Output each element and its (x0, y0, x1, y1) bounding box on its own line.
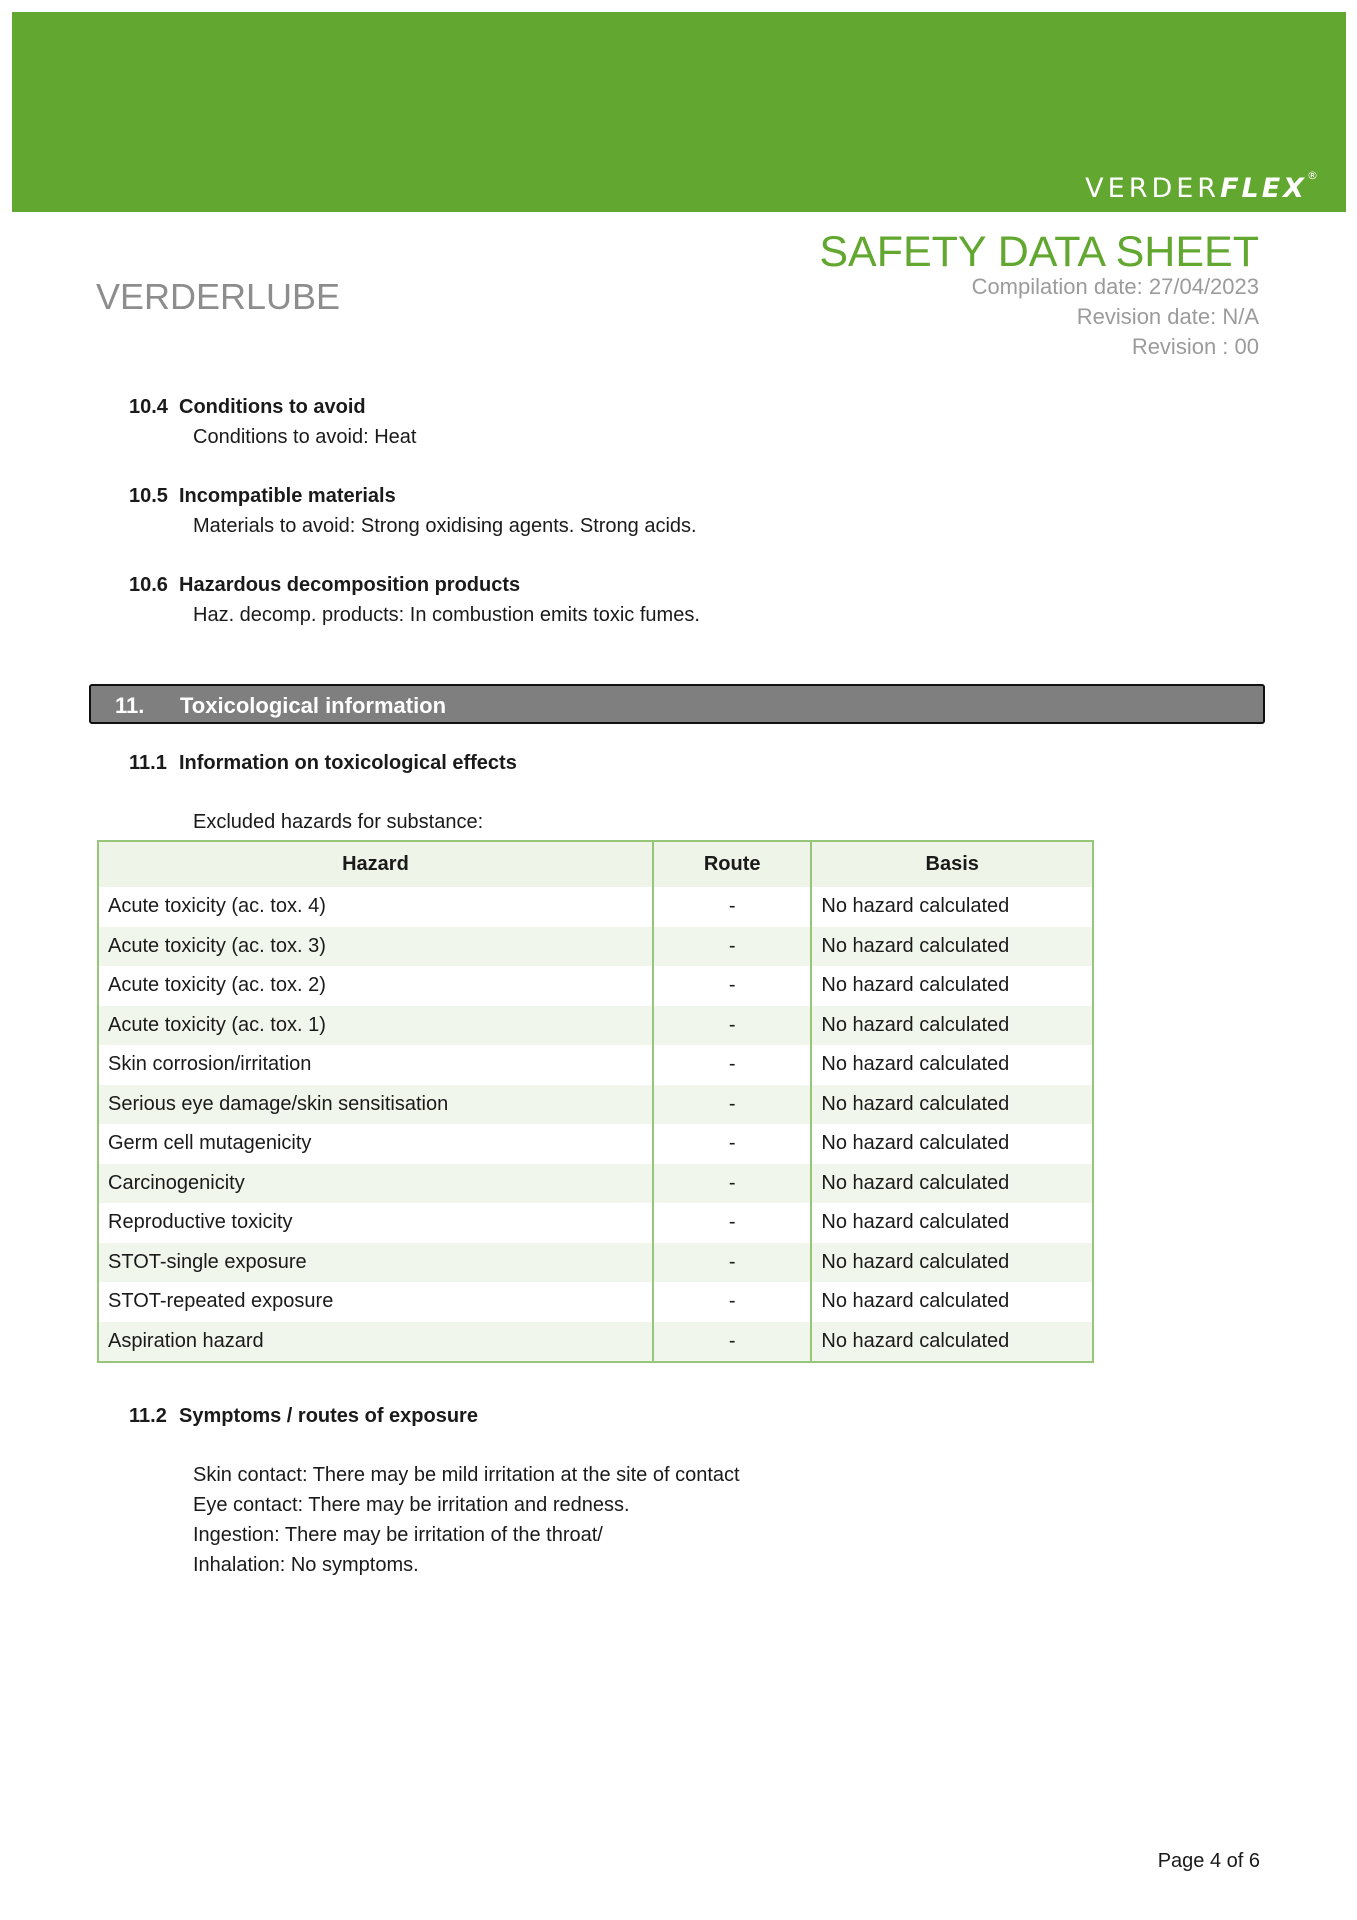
table-row (98, 1203, 1093, 1243)
compilation-date: Compilation date: 27/04/2023 (971, 274, 1259, 299)
symptom-eye-contact: Eye contact: There may be irritation and redness. (193, 1494, 630, 1516)
column-header-route: Route (653, 841, 811, 887)
basis-cell: No hazard calculated (811, 1243, 1093, 1283)
product-name: VERDERLUBE (96, 276, 341, 317)
hazard-cell: Aspiration hazard (98, 1322, 653, 1363)
basis-cell: No hazard calculated (811, 966, 1093, 1006)
table-row (98, 1243, 1093, 1283)
section-number: 11. (115, 693, 145, 718)
hazard-cell: Carcinogenicity (98, 1164, 653, 1204)
logo-part-1: VERDER (1085, 173, 1221, 204)
route-cell: - (653, 1282, 811, 1322)
hazards-table (97, 840, 1094, 1363)
hazard-cell: Skin corrosion/irritation (108, 1053, 312, 1076)
section-title: Conditions to avoid (179, 396, 366, 418)
basis-cell: No hazard calculated (811, 1203, 1093, 1243)
hazard-cell: Serious eye damage/skin sensitisation (98, 1085, 653, 1125)
logo-part-2: FLEX (1220, 173, 1307, 204)
verderflex-logo (1085, 169, 1318, 204)
section-11-2-heading (129, 1405, 478, 1428)
route-cell: - (653, 1045, 811, 1085)
basis-cell: No hazard calculated (811, 927, 1093, 967)
basis-cell: No hazard calculated (811, 1124, 1093, 1164)
section-10-6-heading (129, 574, 520, 597)
route-cell: - (653, 927, 811, 967)
basis-cell: No hazard calculated (811, 887, 1093, 927)
table-row (98, 1322, 1093, 1363)
hazard-cell: Acute toxicity (ac. tox. 3) (98, 927, 653, 967)
section-11-1-heading (129, 752, 517, 775)
section-10-4-text: Conditions to avoid: Heat (193, 426, 417, 448)
section-title: Symptoms / routes of exposure (179, 1405, 478, 1427)
section-title: Toxicological information (180, 693, 447, 718)
hazard-cell: STOT-repeated exposure (108, 1290, 334, 1313)
section-title: Information on toxicological effects (179, 752, 517, 774)
table-row (98, 1164, 1093, 1204)
symptom-inhalation: Inhalation: No symptoms. (193, 1554, 419, 1576)
section-number: 11.2 (129, 1405, 167, 1427)
table-row (98, 1045, 1093, 1085)
column-header-basis: Basis (811, 841, 1093, 887)
excluded-hazards-intro: Excluded hazards for substance: (193, 811, 484, 833)
hazard-cell: Acute toxicity (ac. tox. 4) (108, 895, 326, 918)
hazard-cell: Acute toxicity (ac. tox. 2) (108, 974, 326, 997)
section-10-6-text: Haz. decomp. products: In combustion emits toxic fumes. (193, 604, 700, 626)
section-11-header-bar (89, 684, 1265, 724)
section-10-5-heading (129, 485, 396, 508)
registered-mark: ® (1307, 169, 1318, 182)
symptom-ingestion: Ingestion: There may be irritation of the throat/ (193, 1524, 603, 1546)
document-title: SAFETY DATA SHEET (819, 228, 1259, 276)
section-title: Incompatible materials (179, 485, 396, 507)
table-row (98, 927, 1093, 967)
basis-cell: No hazard calculated (811, 1006, 1093, 1046)
column-header-hazard: Hazard (98, 841, 653, 887)
table-row (98, 1124, 1093, 1164)
route-cell: - (653, 1243, 811, 1283)
basis-cell: No hazard calculated (811, 1164, 1093, 1204)
table-row (98, 1282, 1093, 1322)
route-cell: - (653, 1203, 811, 1243)
hazard-cell: STOT-single exposure (98, 1243, 653, 1283)
basis-cell: No hazard calculated (811, 1322, 1093, 1363)
revision-number: Revision : 00 (1131, 334, 1259, 359)
hazard-cell: Reproductive toxicity (108, 1211, 293, 1234)
section-number: 10.4 (129, 396, 168, 418)
table-row (98, 966, 1093, 1006)
route-cell: - (653, 966, 811, 1006)
basis-cell: No hazard calculated (811, 1282, 1093, 1322)
hazard-cell: Germ cell mutagenicity (108, 1132, 312, 1155)
basis-cell: No hazard calculated (811, 1045, 1093, 1085)
route-cell: - (653, 1164, 811, 1204)
basis-cell: No hazard calculated (811, 1085, 1093, 1125)
section-number: 10.5 (129, 485, 168, 507)
route-cell: - (653, 887, 811, 927)
section-title: Hazardous decomposition products (179, 574, 521, 596)
section-number: 10.6 (129, 574, 168, 596)
symptom-skin-contact: Skin contact: There may be mild irritation at the site of contact (193, 1464, 740, 1486)
route-cell: - (653, 1322, 811, 1363)
section-number: 11.1 (129, 752, 167, 774)
table-row (98, 1085, 1093, 1125)
route-cell: - (653, 1085, 811, 1125)
section-10-5-text: Materials to avoid: Strong oxidising agents. Strong acids. (193, 515, 697, 537)
page-number: Page 4 of 6 (1157, 1850, 1260, 1872)
route-cell: - (653, 1124, 811, 1164)
table-row (98, 887, 1093, 927)
header-banner (12, 12, 1346, 212)
table-row (98, 1006, 1093, 1046)
hazard-cell: Acute toxicity (ac. tox. 1) (98, 1006, 653, 1046)
table-header-row (98, 841, 1093, 887)
section-10-4-heading (129, 396, 366, 419)
route-cell: - (653, 1006, 811, 1046)
revision-date: Revision date: N/A (1076, 304, 1259, 329)
